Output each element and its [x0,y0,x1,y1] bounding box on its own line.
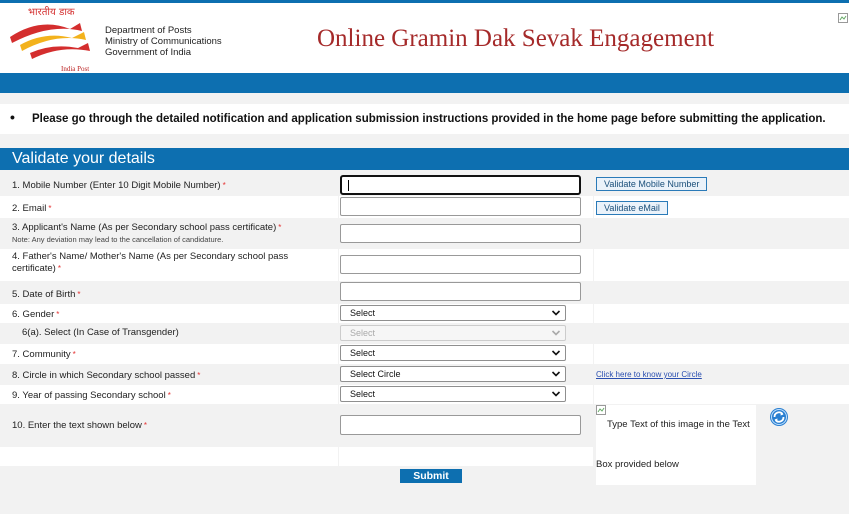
required-star: * [222,181,226,190]
community-label: 7. Community * [12,349,76,360]
required-star: * [77,290,81,299]
captcha-input[interactable] [340,415,581,435]
row-dob [0,282,849,303]
required-star: * [48,204,52,213]
broken-image-icon [838,8,848,18]
chevron-down-icon [551,369,561,379]
transgender-select: Select [340,325,566,341]
year-label: 9. Year of passing Secondary school * [12,390,171,401]
required-star: * [197,371,201,380]
chevron-down-icon [551,389,561,399]
row-mobile [0,174,849,195]
dob-label: 5. Date of Birth * [12,289,81,300]
page-header [0,3,849,73]
dept-line-1: Department of Posts [105,25,192,36]
dob-input[interactable] [340,282,581,301]
row-name [0,219,849,248]
captcha-hint-line-1: Type Text of this image in the Text [607,419,750,430]
required-star: * [167,391,171,400]
know-your-circle-link[interactable]: Click here to know your Circle [596,370,702,379]
text-caret [348,180,349,191]
dept-line-3: Government of India [105,47,192,58]
chevron-down-icon [551,328,561,338]
gender-label: 6. Gender * [12,309,60,320]
validate-mobile-button[interactable]: Validate Mobile Number [596,177,707,191]
header-band [0,73,849,93]
row-parent [0,249,849,281]
row-year [0,385,849,404]
row-community [0,344,849,364]
section-title: Validate your details [12,150,155,167]
required-star: * [72,350,76,359]
mobile-input[interactable] [340,175,581,195]
circle-select[interactable]: Select Circle [340,366,566,382]
year-select[interactable]: Select [340,386,566,402]
section-header [0,148,849,170]
notice-bullet: • [10,109,15,125]
transgender-label: 6(a). Select (In Case of Transgender) [22,327,179,338]
captcha-label: 10. Enter the text shown below * [12,420,148,431]
refresh-icon[interactable] [769,407,789,427]
submit-button[interactable]: Submit [400,469,462,483]
validate-email-button[interactable]: Validate eMail [596,201,668,215]
row-gender [0,304,849,323]
row-circle [0,365,849,384]
name-label: 3. Applicant's Name (As per Secondary school pass certificate) * Note: Any deviation may lead to the cancellation of candidature. [12,222,282,244]
instruction-notice [0,104,849,134]
required-star: * [57,264,61,273]
gender-select[interactable]: Select [340,305,566,321]
required-star: * [143,421,148,430]
chevron-down-icon [551,308,561,318]
captcha-hint-line-2: Box provided below [596,459,679,470]
name-input[interactable] [340,224,581,243]
name-note: Note: Any deviation may lead to the cancellation of candidature. [12,235,224,244]
notice-text: Please go through the detailed notification and application submission instructions provided in the home page before submitting the application. [32,113,826,125]
department-block [105,25,222,58]
email-input[interactable] [340,197,581,216]
row-transgender [0,324,849,343]
logo-english-text: India Post [61,65,90,73]
parent-label: 4. Father's Name/ Mother's Name (As per Secondary school pass certificate) * [12,251,289,274]
mobile-label: 1. Mobile Number (Enter 10 Digit Mobile Number) * [12,180,226,191]
india-post-logo [0,5,100,73]
email-label: 2. Email * [12,203,52,214]
parent-name-input[interactable] [340,255,581,274]
chevron-down-icon [551,348,561,358]
community-select[interactable]: Select [340,345,566,361]
logo-hindi-text: भारतीय डाक [28,7,75,18]
required-star: * [278,223,282,232]
broken-image-icon [596,405,606,415]
row-email [0,196,849,218]
dept-line-2: Ministry of Communications [105,36,222,47]
captcha-image-box [596,405,756,485]
page-title: Online Gramin Dak Sevak Engagement [317,25,715,52]
required-star: * [56,310,60,319]
circle-label: 8. Circle in which Secondary school passed * [12,370,201,381]
